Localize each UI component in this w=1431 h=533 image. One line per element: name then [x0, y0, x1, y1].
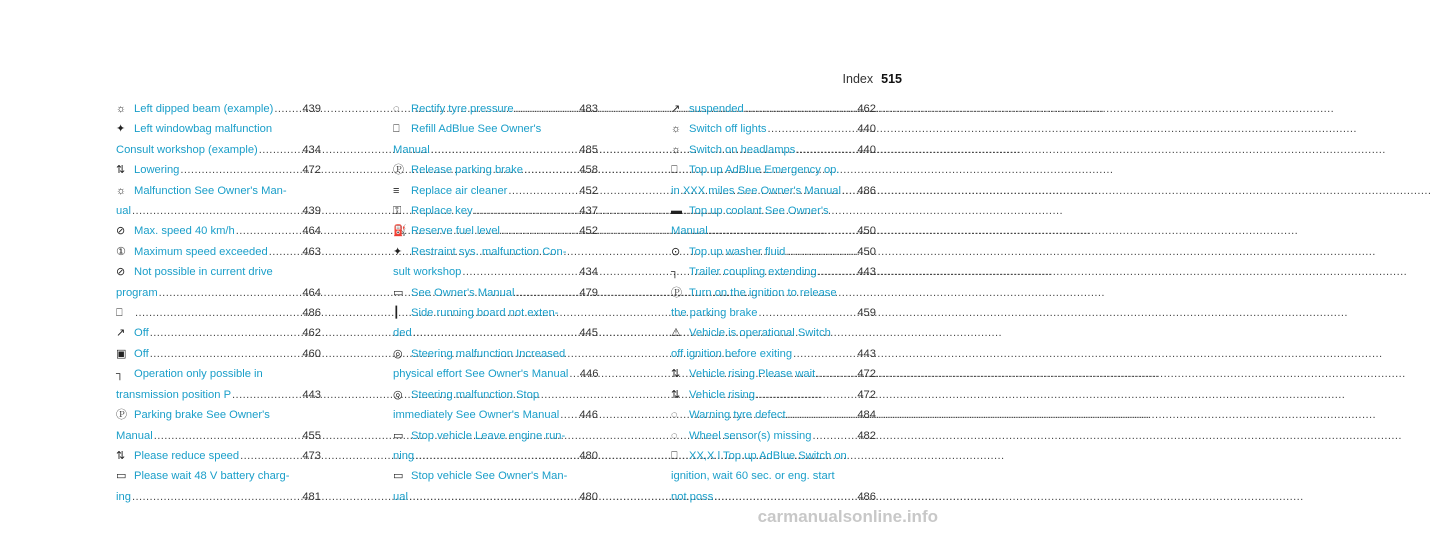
dot-leader — [269, 242, 298, 262]
entry-label[interactable]: Restraint sys. malfunction Con- — [411, 245, 567, 258]
battery-icon: ▭ — [393, 429, 404, 442]
index-entry[interactable] — [671, 323, 876, 364]
entry-label-continued[interactable]: not poss — [671, 490, 714, 503]
dot-leader — [793, 344, 853, 364]
dot-leader — [709, 221, 853, 241]
dot-leader — [786, 242, 853, 262]
adblue-icon: ⎕ — [671, 164, 678, 177]
page-ref[interactable]: 452 — [579, 225, 598, 238]
dot-leader — [560, 405, 575, 425]
entry-label[interactable]: Release parking brake — [411, 164, 523, 177]
entry-label[interactable]: Please reduce speed — [134, 449, 240, 462]
tyre-icon: ◌ — [671, 409, 678, 422]
page-ref[interactable]: 480 — [579, 490, 598, 503]
entry-label-continued[interactable]: ded — [393, 327, 412, 340]
entry-label[interactable]: Left windowbag malfunction — [134, 123, 273, 136]
page-ref[interactable]: 484 — [857, 409, 876, 422]
running-board-icon: ┃ — [393, 307, 400, 320]
index-entry[interactable] — [116, 405, 321, 446]
dot-leader — [431, 140, 575, 160]
page-ref[interactable]: 452 — [579, 184, 598, 197]
entry-label-continued[interactable]: off ignition before exiting — [671, 347, 793, 360]
dot-leader — [180, 160, 298, 180]
page-ref[interactable]: 440 — [857, 143, 876, 156]
index-entry[interactable] — [116, 221, 321, 241]
dot-leader — [756, 385, 853, 405]
trailer-icon: ┐ — [116, 368, 124, 381]
key-icon: ⚿ — [393, 205, 402, 218]
index-title: Index — [842, 72, 874, 86]
index-entry[interactable] — [393, 303, 598, 344]
index-entry[interactable] — [671, 99, 876, 119]
dot-leader — [154, 426, 298, 446]
entry-label-continued[interactable]: in XXX miles See Owner's Manual — [671, 184, 842, 197]
entry-label[interactable]: Rectify tyre pressure — [411, 103, 514, 115]
index-entry[interactable] — [116, 446, 321, 466]
entry-label-continued[interactable]: Manual — [671, 225, 708, 238]
index-entry[interactable] — [671, 201, 876, 242]
battery-icon: ▭ — [393, 470, 404, 483]
dot-leader — [474, 201, 575, 221]
index-entry[interactable] — [116, 262, 321, 303]
airbag-icon: ✦ — [393, 245, 403, 258]
index-entry[interactable] — [671, 119, 876, 139]
airbag-icon: ✦ — [116, 123, 126, 136]
entry-label[interactable]: Please wait 48 V battery charg- — [134, 470, 290, 483]
index-column-1 — [116, 99, 321, 507]
index-column-3 — [671, 99, 876, 507]
index-entry[interactable] — [116, 323, 321, 343]
index-entry[interactable] — [671, 426, 876, 446]
entry-label[interactable]: Refill AdBlue See Owner's — [411, 123, 542, 136]
page-ref[interactable]: 462 — [857, 103, 876, 115]
dot-leader — [796, 140, 853, 160]
entry-label[interactable]: Vehicle rising — [689, 388, 755, 401]
index-entry[interactable] — [116, 364, 321, 405]
entry-label[interactable]: Replace key — [411, 205, 473, 218]
entry-label-continued[interactable]: ual — [116, 205, 131, 218]
page-ref[interactable]: 450 — [857, 225, 876, 238]
entry-label-continued[interactable]: ual — [393, 490, 408, 503]
index-entry[interactable] — [116, 160, 321, 180]
entry-label-continued[interactable]: the parking brake — [671, 307, 758, 320]
entry-label[interactable]: See Owner's Manual — [411, 286, 515, 299]
car-tilt-icon: ↗ — [116, 327, 126, 340]
warning-icon: ⚠ — [671, 327, 681, 340]
index-entry[interactable] — [393, 283, 598, 303]
dot-leader — [758, 303, 853, 323]
dot-leader — [524, 160, 575, 180]
page-ref[interactable]: 473 — [302, 449, 321, 462]
entry-label[interactable]: Top up coolant See Owner's — [689, 205, 829, 218]
entry-label[interactable]: suspended — [689, 103, 744, 115]
entry-label[interactable]: Switch on headlamps — [689, 143, 796, 156]
steering-icon: ◎ — [393, 388, 403, 401]
dot-leader — [516, 283, 576, 303]
page-ref[interactable]: 463 — [302, 245, 321, 258]
dot-leader — [240, 446, 298, 466]
entry-label[interactable]: Malfunction See Owner's Man- — [134, 184, 287, 197]
entry-label[interactable]: Stop vehicle Leave engine run- — [411, 429, 566, 442]
index-entry[interactable] — [116, 344, 321, 364]
tyre-icon: ◌ — [671, 429, 678, 442]
page-ref[interactable]: 458 — [579, 164, 598, 177]
entry-label[interactable]: Off — [134, 327, 149, 340]
entry-label[interactable]: Vehicle is operational Switch — [689, 327, 831, 340]
entry-label[interactable]: Trailer coupling extending — [689, 266, 817, 279]
entry-label[interactable]: Top up washer fluid — [689, 245, 786, 258]
steering-icon: ◎ — [393, 347, 403, 360]
dot-leader — [274, 99, 298, 119]
index-entry[interactable] — [671, 242, 876, 262]
entry-label[interactable]: ignition, wait 60 sec. or eng. start — [671, 470, 835, 483]
entry-label[interactable]: Not possible in current drive — [134, 266, 273, 279]
index-entry[interactable] — [393, 160, 598, 180]
page-ref[interactable]: 472 — [857, 388, 876, 401]
index-entry[interactable] — [393, 426, 598, 467]
dot-leader — [508, 181, 575, 201]
trailer-icon: ┐ — [671, 266, 679, 279]
entry-label-continued[interactable]: transmission position P — [116, 388, 232, 401]
dot-leader — [232, 385, 298, 405]
dot-leader — [409, 487, 575, 507]
sun-icon: ☼ — [116, 184, 127, 197]
index-entry[interactable] — [116, 303, 321, 323]
index-entry[interactable] — [116, 242, 321, 262]
car-lower-icon: ⇅ — [671, 368, 681, 381]
entry-label[interactable]: Vehicle rising Please wait — [689, 368, 816, 381]
index-entry[interactable] — [393, 181, 598, 201]
dot-leader — [462, 262, 575, 282]
page-ref[interactable]: 443 — [857, 266, 876, 279]
page-ref[interactable]: 486 — [857, 184, 876, 197]
entry-label[interactable]: Steering malfunction Stop — [411, 388, 540, 401]
entry-label[interactable]: Max. speed 40 km/h — [134, 225, 235, 238]
entry-label[interactable]: Left dipped beam (example) — [134, 103, 274, 115]
entry-label[interactable]: Wheel sensor(s) missing — [689, 429, 812, 442]
adblue-icon: ⎕ — [116, 307, 123, 320]
entry-label-continued[interactable]: program — [116, 286, 158, 299]
car-lower-icon: ⇅ — [116, 449, 126, 462]
battery-icon: ▭ — [393, 286, 404, 299]
index-entry[interactable] — [393, 119, 598, 160]
page-ref[interactable]: 446 — [579, 368, 599, 381]
entry-label-continued[interactable]: Consult workshop (example) — [116, 143, 258, 156]
parking-brake-icon: Ⓟ — [116, 409, 127, 422]
entry-label-continued[interactable]: immediately See Owner's Manual — [393, 409, 560, 422]
page-ref[interactable]: 464 — [302, 225, 321, 238]
car-lower-icon: ⇅ — [116, 164, 126, 177]
dot-leader — [745, 99, 853, 119]
page-ref[interactable]: 443 — [302, 388, 321, 401]
adblue-icon: ⎕ — [393, 123, 400, 136]
entry-label-continued[interactable]: sult workshop — [393, 266, 462, 279]
index-entry[interactable] — [393, 201, 598, 221]
page-header — [843, 72, 902, 86]
index-entry[interactable] — [393, 466, 598, 507]
entry-label[interactable]: Side running board not exten- — [411, 307, 559, 320]
index-entry[interactable] — [671, 140, 876, 160]
washer-icon: ⊙ — [671, 245, 681, 258]
car-lower-icon: ⇅ — [671, 388, 681, 401]
watermark: carmanualsonline.info — [757, 507, 938, 526]
dot-leader — [768, 119, 853, 139]
page-ref[interactable]: 485 — [579, 143, 598, 156]
dot-leader — [501, 221, 575, 241]
dot-leader — [135, 303, 298, 323]
entry-label[interactable]: Warning tyre defect — [689, 409, 786, 422]
index-entry[interactable] — [393, 344, 598, 385]
index-entry[interactable] — [671, 385, 876, 405]
sun-icon: ☼ — [116, 103, 127, 115]
dot-leader — [150, 323, 298, 343]
entry-label-continued[interactable]: Manual — [393, 143, 430, 156]
page-ref[interactable]: 434 — [302, 143, 321, 156]
page-ref[interactable]: 464 — [302, 286, 321, 299]
page-ref[interactable]: 440 — [857, 123, 876, 136]
entry-label-continued[interactable]: ing — [116, 490, 131, 503]
dot-leader — [132, 487, 298, 507]
index-entry[interactable] — [116, 466, 321, 507]
dot-leader — [515, 99, 575, 119]
entry-label[interactable]: Replace air cleaner — [411, 184, 508, 197]
entry-label[interactable]: Off — [134, 347, 149, 360]
dot-leader — [236, 221, 298, 241]
dot-leader — [413, 323, 575, 343]
dot-leader — [132, 201, 298, 221]
index-entry[interactable] — [116, 119, 321, 160]
page-ref[interactable]: 483 — [579, 103, 598, 115]
dot-leader — [569, 364, 575, 384]
page-ref[interactable]: 446 — [579, 409, 598, 422]
page-ref[interactable]: 482 — [857, 429, 876, 442]
index-entry[interactable] — [393, 242, 598, 283]
entry-label[interactable]: Turn on the ignition to release — [689, 286, 837, 299]
dot-leader — [818, 262, 853, 282]
page-ref[interactable]: 455 — [302, 429, 321, 442]
speed-120-icon: ① — [116, 245, 126, 258]
index-entry[interactable] — [116, 99, 321, 119]
entry-label[interactable]: Operation only possible in — [134, 368, 263, 381]
entry-label[interactable]: Steering malfunction Increased — [411, 347, 566, 360]
hold-icon: ▣ — [116, 347, 127, 360]
page-ref[interactable]: 472 — [302, 164, 321, 177]
index-entry[interactable] — [393, 221, 598, 241]
dot-leader — [787, 405, 853, 425]
index-entry[interactable] — [393, 385, 598, 426]
speed-limit-icon: ⊘ — [116, 266, 126, 279]
air-cleaner-icon: ≡ — [393, 184, 400, 197]
car-tilt-icon: ↗ — [671, 103, 681, 115]
page-ref[interactable]: 445 — [579, 327, 598, 340]
index-entry[interactable] — [671, 160, 876, 201]
dot-leader — [816, 364, 853, 384]
parking-brake-icon: Ⓟ — [393, 164, 404, 177]
entry-label[interactable]: XX,X l Top up AdBlue Switch on — [689, 449, 847, 462]
page-ref[interactable]: 439 — [302, 205, 321, 218]
index-entry[interactable] — [671, 446, 876, 507]
dot-leader — [415, 446, 575, 466]
coolant-icon: ▬ — [671, 205, 682, 218]
index-entry[interactable] — [671, 405, 876, 425]
sun-icon: ☼ — [671, 143, 682, 156]
page-ref[interactable]: 437 — [579, 205, 598, 218]
entry-label-continued[interactable]: ning — [393, 449, 415, 462]
index-entry[interactable] — [671, 262, 876, 282]
dot-leader — [259, 140, 298, 160]
battery-icon: ▭ — [116, 470, 127, 483]
page-ref[interactable]: 439 — [302, 103, 321, 115]
dot-leader — [159, 283, 298, 303]
page-ref[interactable]: 486 — [857, 490, 876, 503]
fuel-icon: ⛽ — [393, 225, 407, 238]
page-ref[interactable]: 459 — [857, 307, 876, 320]
index-entry[interactable] — [393, 99, 598, 119]
page-ref[interactable]: 480 — [579, 449, 598, 462]
entry-label[interactable]: Reserve fuel level — [411, 225, 500, 238]
entry-label[interactable]: Parking brake See Owner's — [134, 409, 270, 422]
entry-label[interactable]: Maximum speed exceeded — [134, 245, 268, 258]
index-entry[interactable] — [116, 181, 321, 222]
page-ref[interactable]: 479 — [579, 286, 598, 299]
sun-icon: ☼ — [671, 123, 682, 136]
page-ref[interactable]: 472 — [857, 368, 876, 381]
page-ref[interactable]: 486 — [302, 307, 321, 320]
index-column-2 — [393, 99, 598, 507]
entry-label-continued[interactable]: physical effort See Owner's Manual — [393, 368, 569, 381]
index-entry[interactable] — [671, 283, 876, 324]
page-ref[interactable]: 462 — [302, 327, 321, 340]
adblue-icon: ⎕ — [671, 449, 678, 462]
entry-label[interactable]: Top up AdBlue Emergency op. — [689, 164, 840, 177]
page-ref[interactable]: 481 — [302, 490, 321, 503]
page-number: 515 — [881, 72, 902, 86]
tyre-icon: ◌ — [393, 103, 400, 115]
entry-label[interactable]: Stop vehicle See Owner's Man- — [411, 470, 568, 483]
speed-limit-icon: ⊘ — [116, 225, 126, 238]
page-ref[interactable]: 443 — [857, 347, 876, 360]
parking-brake-icon: Ⓟ — [671, 286, 682, 299]
dot-leader — [842, 181, 853, 201]
entry-label[interactable]: Switch off lights — [689, 123, 767, 136]
page-ref[interactable]: 450 — [857, 245, 876, 258]
dot-leader — [714, 487, 853, 507]
dot-leader — [150, 344, 298, 364]
page-ref[interactable]: 434 — [579, 266, 598, 279]
dot-leader — [812, 426, 853, 446]
entry-label[interactable]: Lowering — [134, 164, 180, 177]
page-ref[interactable]: 460 — [302, 347, 321, 360]
entry-label-continued[interactable]: Manual — [116, 429, 153, 442]
index-entry[interactable] — [671, 364, 876, 384]
